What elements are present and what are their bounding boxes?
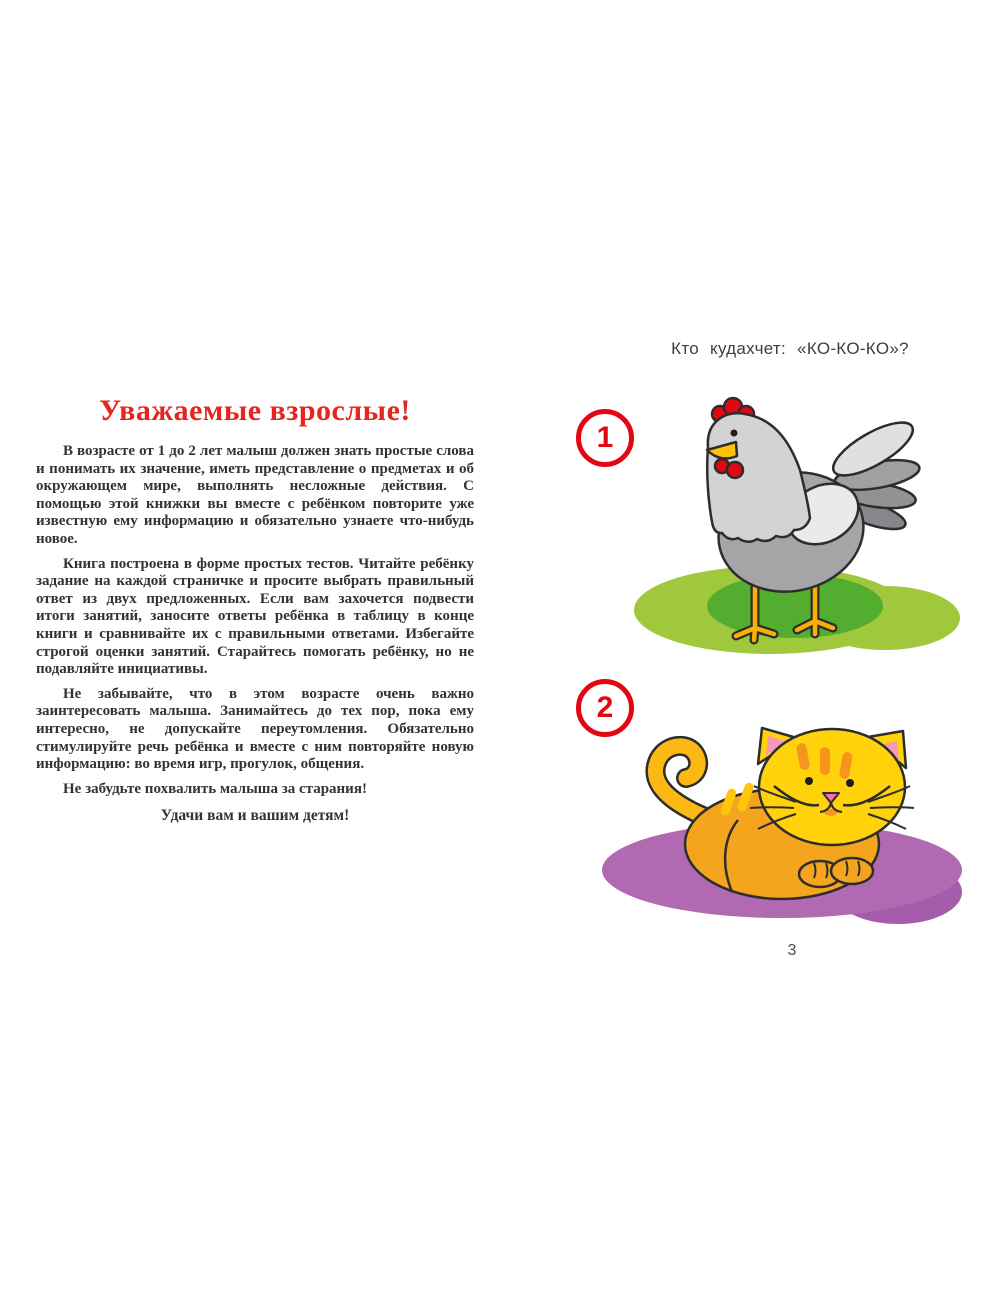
hen-eye bbox=[731, 430, 738, 437]
cat-paw bbox=[831, 858, 873, 884]
paragraph-4: Не забудьте похвалить малыша за старания! bbox=[63, 780, 367, 797]
paragraph-1: В возрасте от 1 до 2 лет малыш должен знать простые слова и понимать их значение, иметь представление о предметах и об окружающем мире, выполнять несложные действия. С помощью этой книжки вы вместе с ребёнком повторите уже известную ему информацию и обязательно узнаете что-нибудь новое. bbox=[36, 443, 474, 547]
cat-head-stripe bbox=[820, 747, 830, 775]
quiz-question: Кто кудахчет: «КО-КО-КО»? bbox=[671, 339, 909, 358]
page-number: 3 bbox=[787, 942, 797, 959]
cat-illustration[interactable] bbox=[598, 722, 964, 934]
option-1-number: 1 bbox=[596, 421, 614, 454]
cat-eye bbox=[846, 779, 854, 787]
cat-eye bbox=[805, 777, 813, 785]
cat-head bbox=[759, 729, 905, 845]
option-2-number: 2 bbox=[596, 691, 614, 724]
paragraph-2: Книга построена в форме простых тестов. Читайте ребёнку задание на каждой страничке и просите выбрать правильный ответ из двух предложенных. Если вам захочется подвести итоги занятий, заносите ответы ребёнка в таблицу в конце книги и сравнивайте их с правильными ответами. Избегайте строгой оценки занятий. Старайтесь помогать ребёнку, но не подавляйте инициативы. bbox=[36, 555, 474, 678]
paragraph-3: Не забывайте, что в этом возрасте очень важно заинтересовать малыша. Занимайтесь до тех пор, пока ему интересно, не допускайте переутомления. Обязательно стимулируйте речь ребёнка и вместе с ним повторяйте новую информацию: во время игр, прогулок, общения. bbox=[36, 685, 474, 773]
option-1-badge[interactable] bbox=[576, 409, 634, 467]
hen-head-neck bbox=[707, 413, 810, 542]
left-page bbox=[36, 394, 474, 825]
page-title: Уважаемые взрослые! bbox=[99, 394, 411, 427]
hen-illustration[interactable] bbox=[630, 392, 962, 660]
closing-line: Удачи вам и вашим детям! bbox=[160, 807, 350, 825]
